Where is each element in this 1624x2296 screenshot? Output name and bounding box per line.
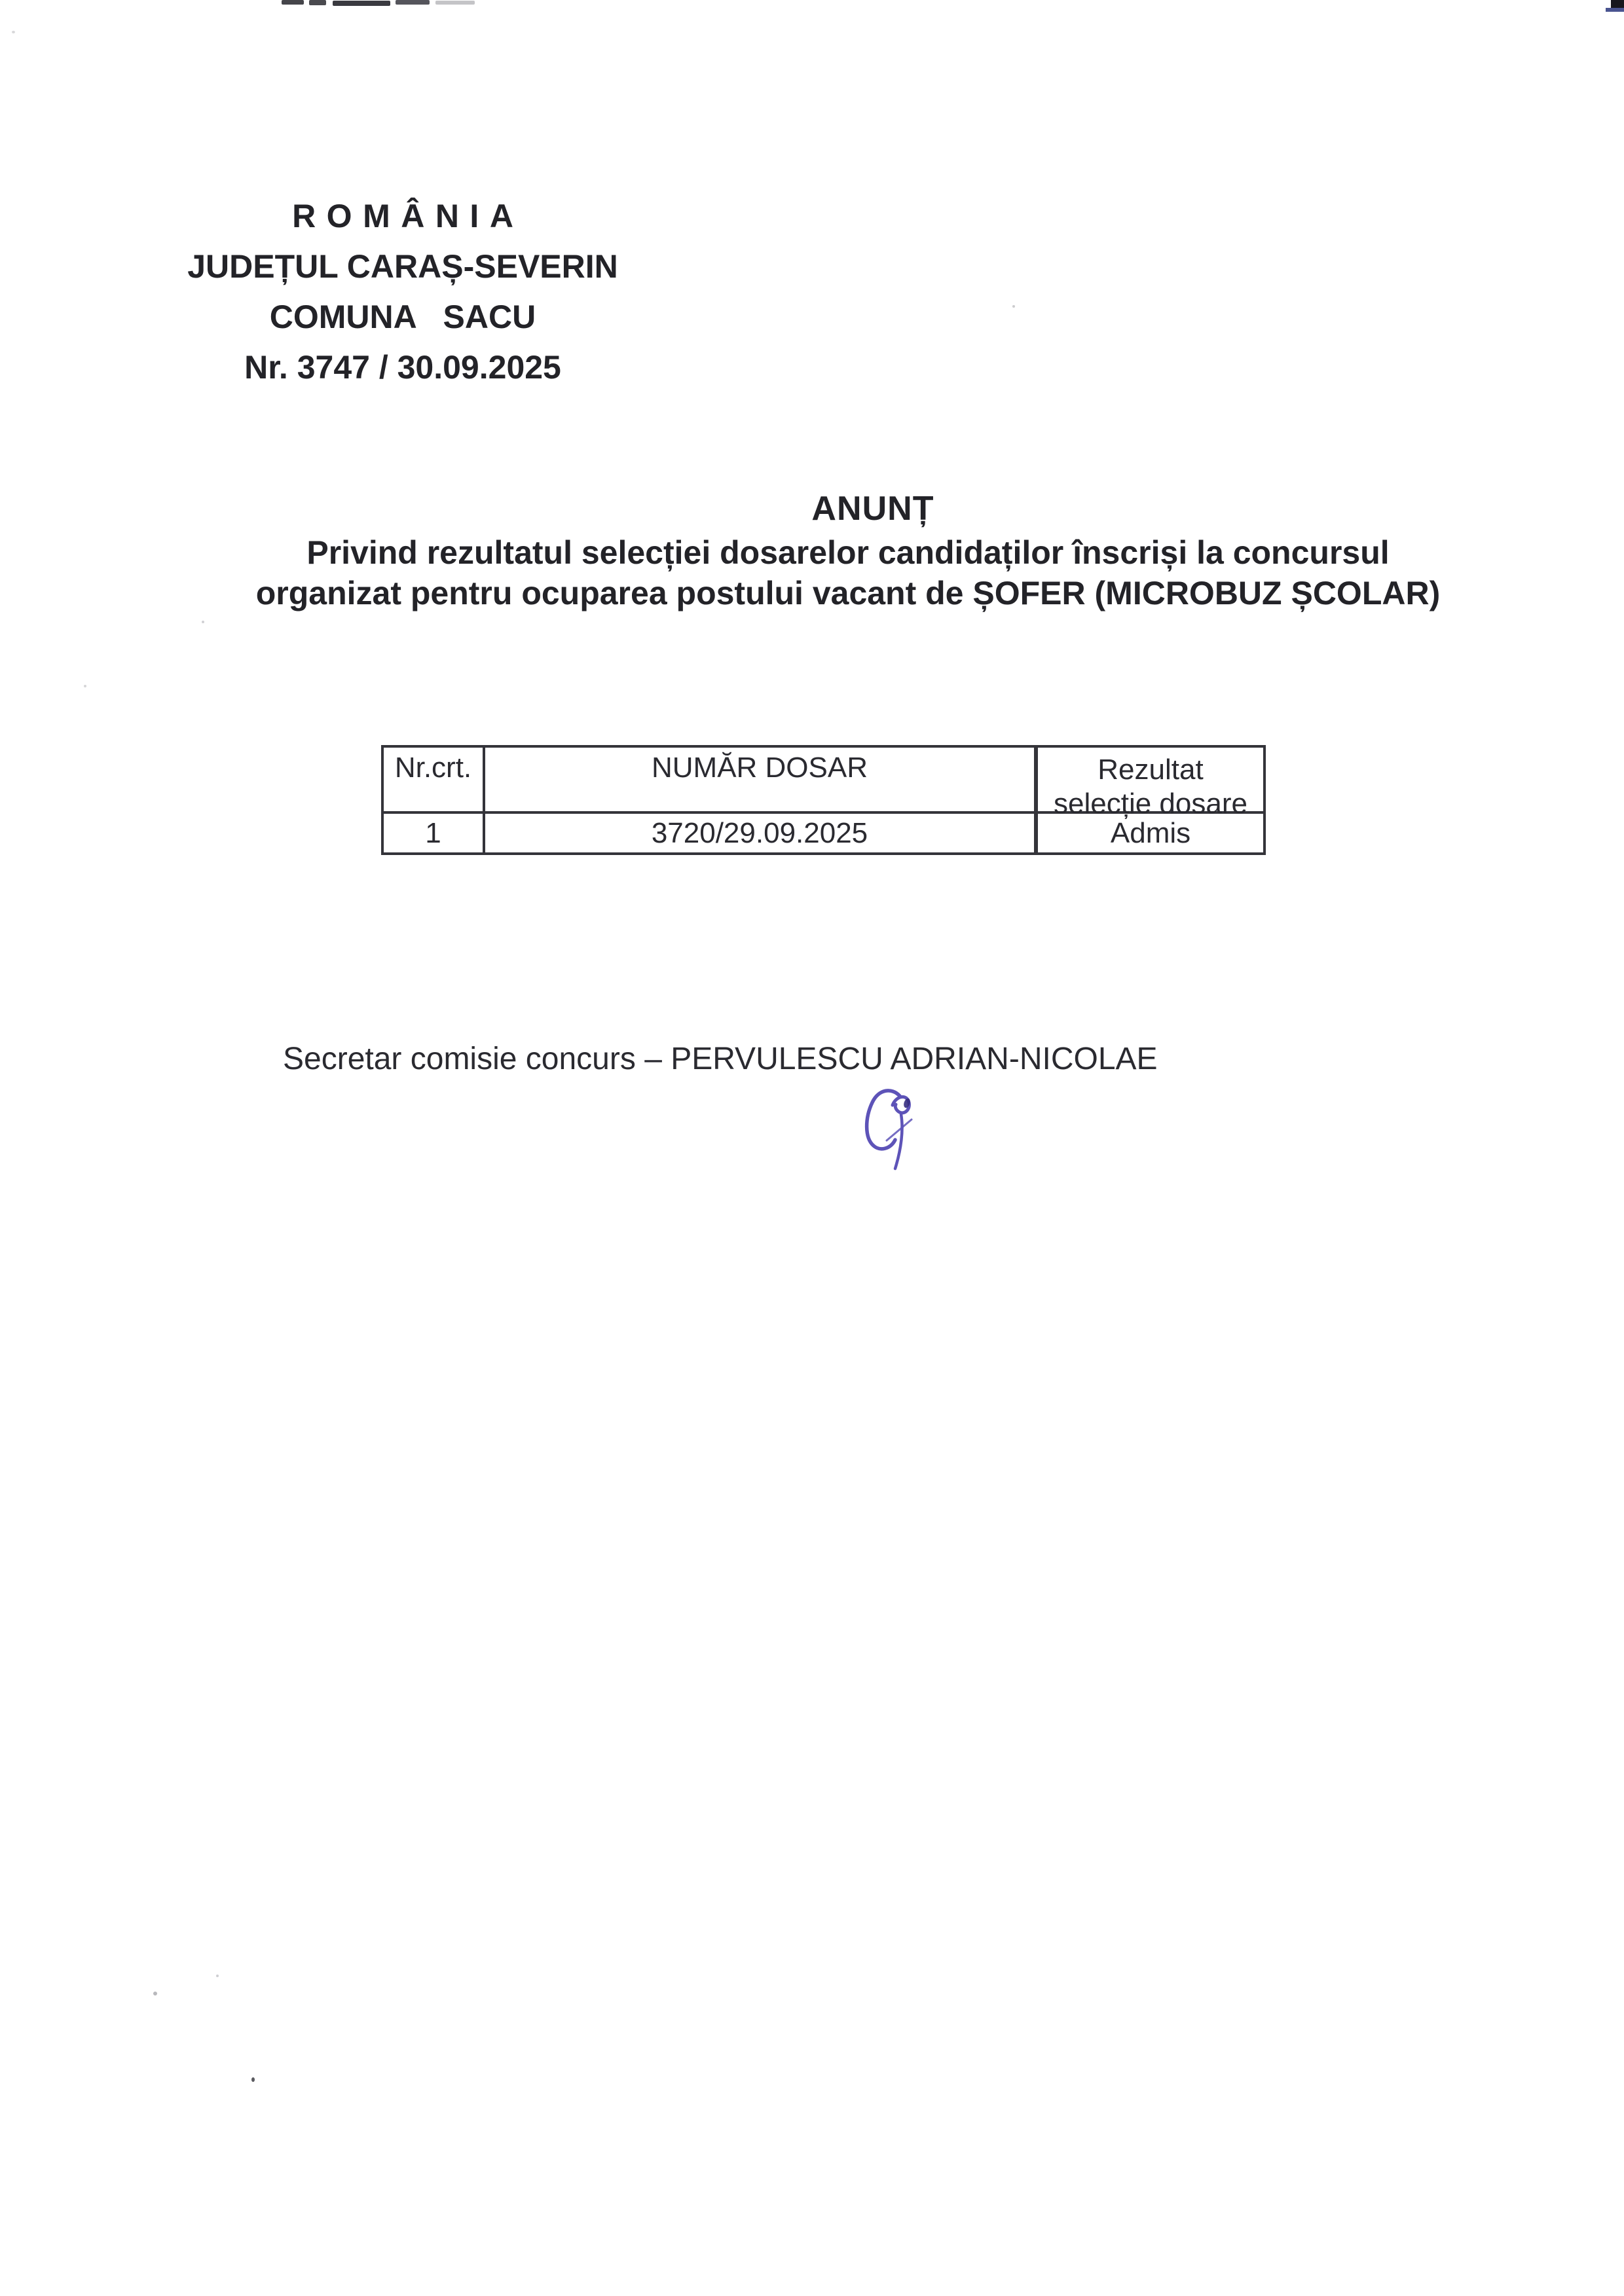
scan-speck <box>216 1975 219 1977</box>
scan-smudge-top <box>435 1 475 5</box>
signature-ink <box>858 1085 918 1172</box>
announcement <box>164 488 1532 613</box>
scan-speck <box>202 621 204 623</box>
table-header-nr: Nr.crt. <box>384 748 485 811</box>
announcement-title: ANUNȚ <box>811 490 934 528</box>
letterhead <box>177 191 629 393</box>
letterhead-registration-number: Nr. 3747 / 30.09.2025 <box>244 349 561 386</box>
table-cell-dosar: 3720/29.09.2025 <box>485 814 1038 852</box>
table-row <box>384 811 1263 852</box>
announcement-line2: organizat pentru ocuparea postului vacant de ȘOFER (MICROBUZ ȘCOLAR) <box>255 575 1441 611</box>
table-header-rezultat-line1: Rezultat <box>1098 754 1204 786</box>
scan-smudge-top <box>396 0 430 5</box>
table-header-rezultat <box>1038 748 1263 820</box>
announcement-line1: Privind rezultatul selecției dosarelor candidaților înscriși la concursul <box>306 534 1390 571</box>
table-header-dosar: NUMĂR DOSAR <box>485 748 1038 811</box>
table-header-rezultat-line2: selecție dosare <box>1054 788 1247 820</box>
scan-corner-strip <box>1606 8 1624 12</box>
letterhead-commune: COMUNA SACU <box>269 299 536 335</box>
letterhead-county: JUDEȚUL CARAȘ-SEVERIN <box>187 248 618 285</box>
scan-speck <box>251 2077 255 2082</box>
table-cell-rezultat: Admis <box>1110 816 1191 849</box>
scan-speck <box>153 1992 157 1995</box>
scan-smudge-top <box>282 0 304 5</box>
scan-smudge-top <box>333 1 390 6</box>
letterhead-country: ROMÂNIA <box>292 198 525 234</box>
table-cell-nr: 1 <box>384 814 485 852</box>
scan-speck <box>12 31 15 33</box>
results-table <box>381 745 1266 855</box>
scan-smudge-top <box>309 0 326 5</box>
scan-speck <box>84 685 86 687</box>
secretary-line: Secretar comisie concurs – PERVULESCU ADRIAN-NICOLAE <box>283 1042 1158 1076</box>
scan-speck <box>1012 305 1015 308</box>
